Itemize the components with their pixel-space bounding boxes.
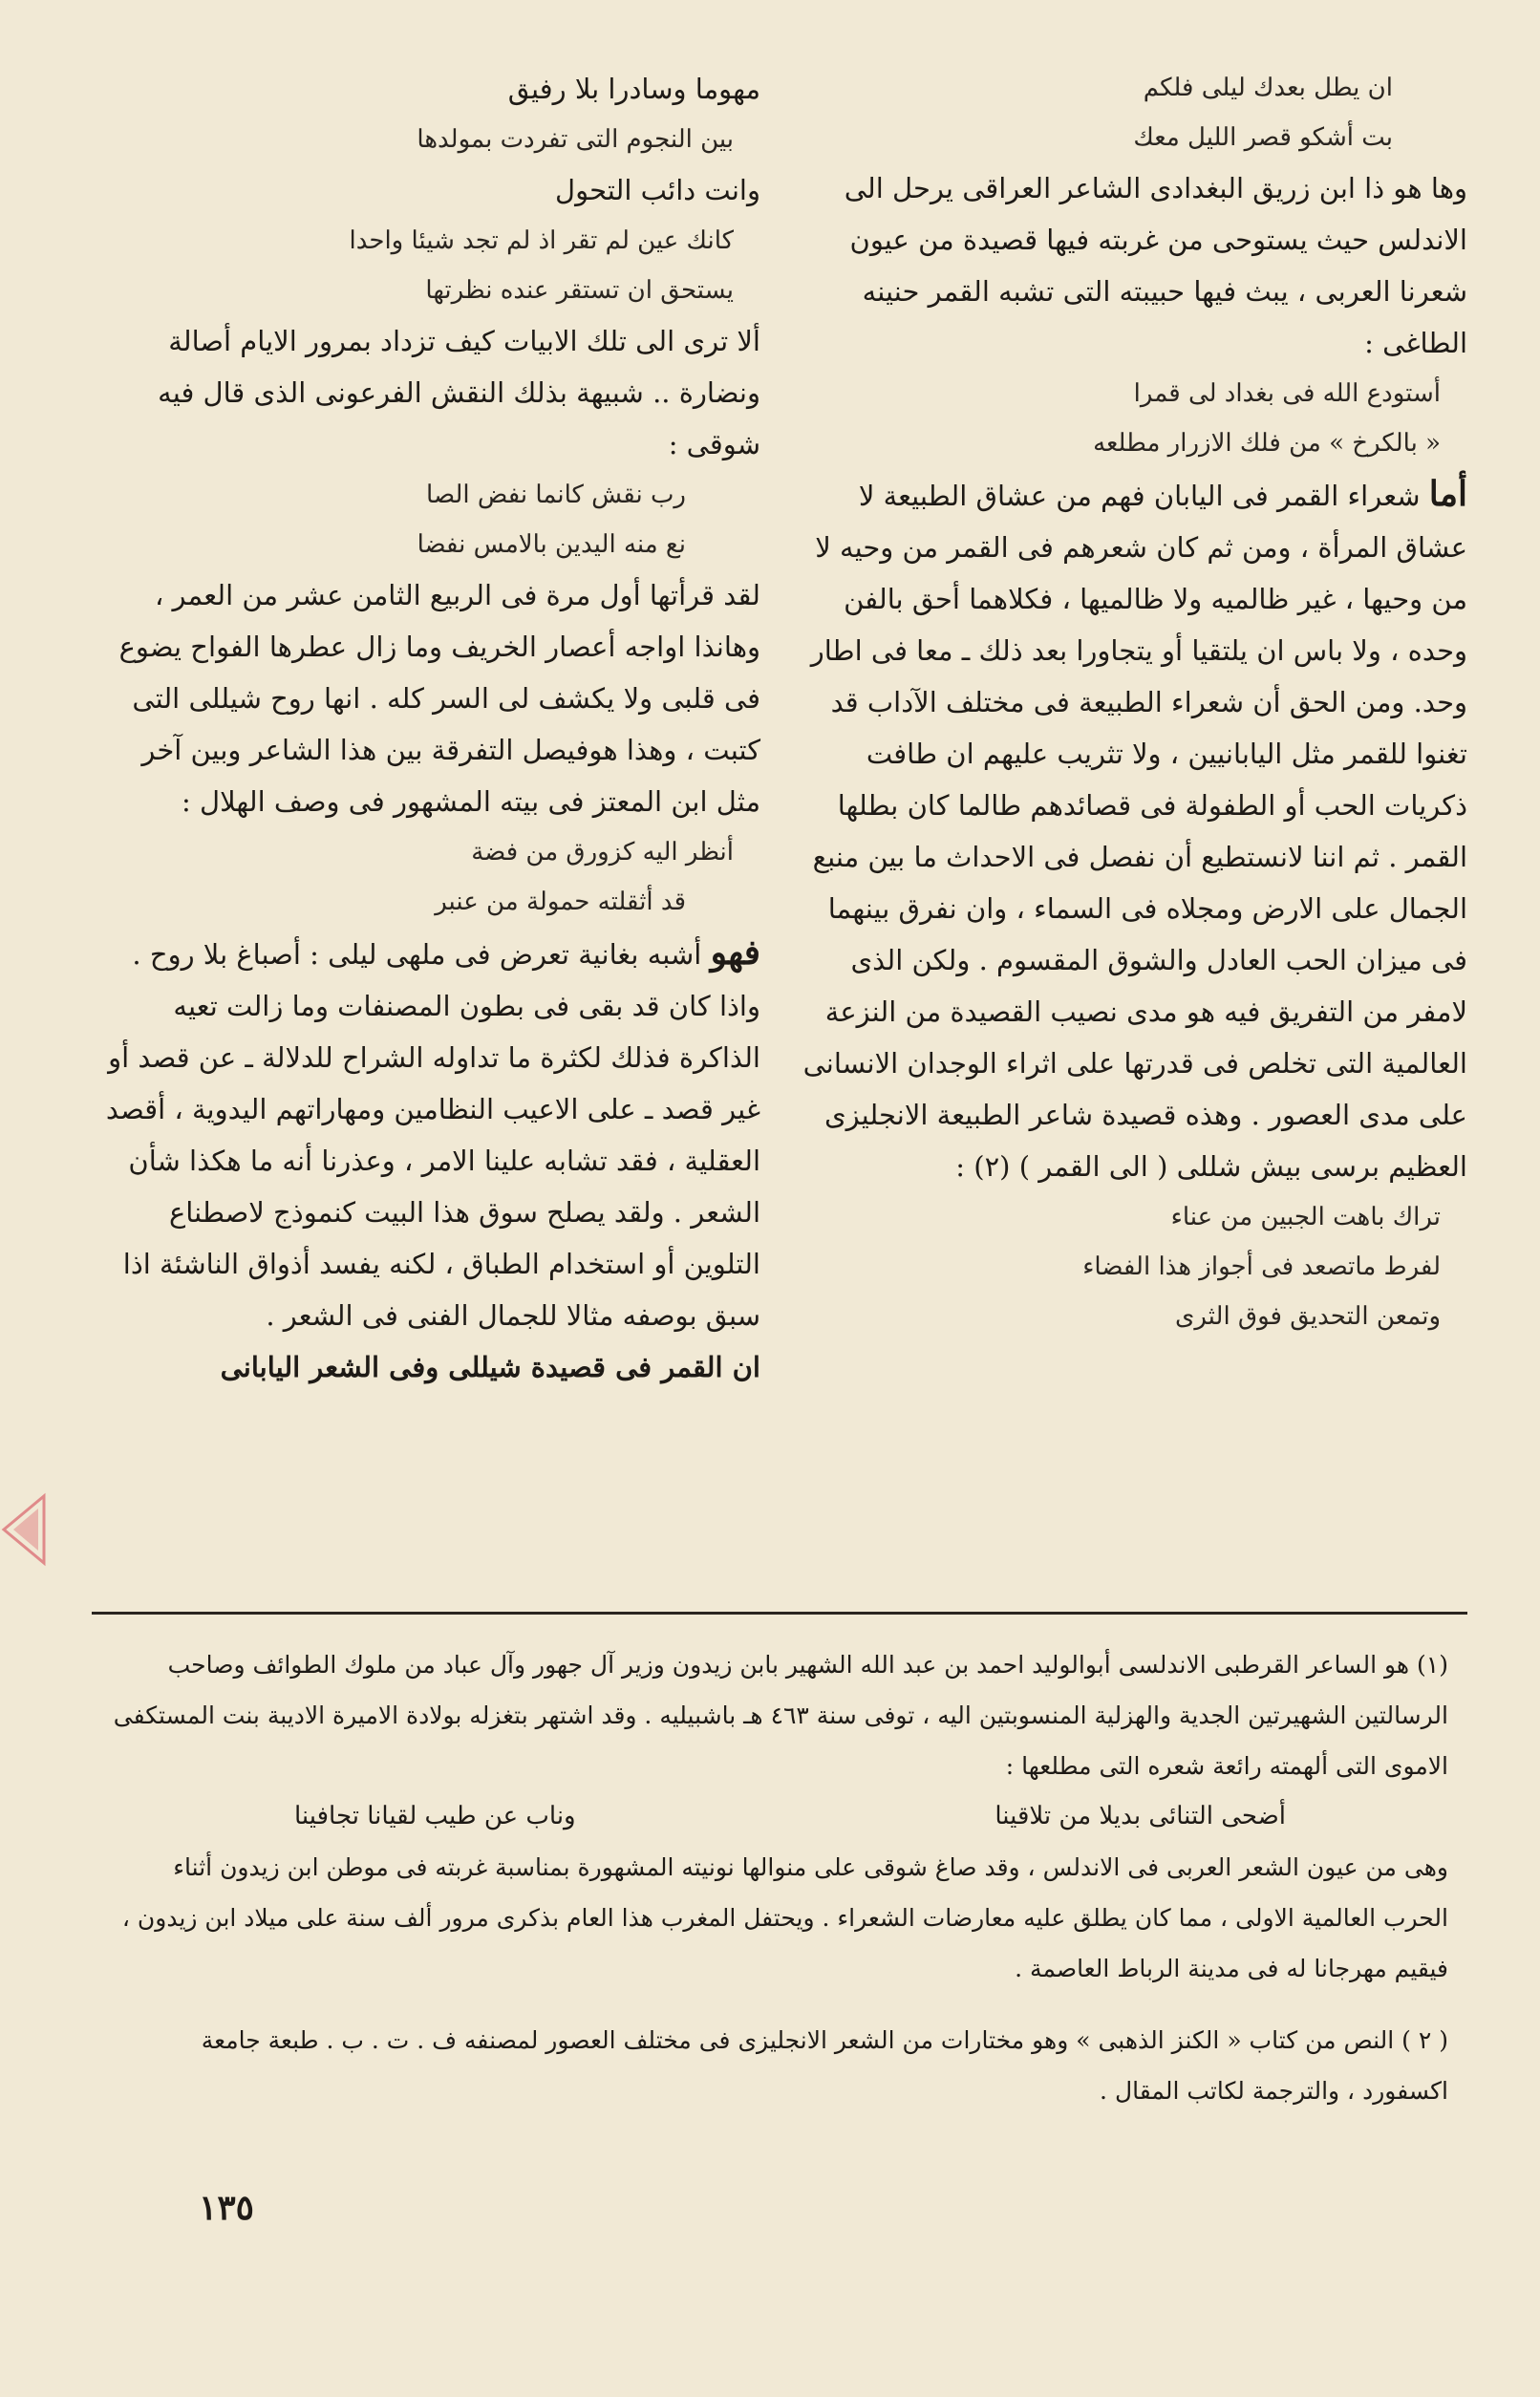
- footnote-1-continued: وهى من عيون الشعر العربى فى الاندلس ، وقد صاغ شوقى على منوالها نونيته المشهورة بمناسبة غربته فى موطن ابن زيدون أثناء الحرب العالمية الاولى ، مما كان يطلق عليه معارضات الشعراء . ويحتفل المغرب هذا العام بذكرى مرور ألف سنة على ميلاد ابن زيدون ، فيقيم مهرجانا له فى مدينة الرباط العاصمة .: [121, 1853, 1448, 1982]
- drop-word: أما: [1428, 474, 1467, 514]
- poem-line: « بالكرخ » من فلك الازرار مطلعه: [1093, 429, 1441, 458]
- paragraph-shelley-spirit: لقد قرأتها أول مرة فى الربيع الثامن عشر من العمر ، وهانذا اواجه أعصار الخريف وما زال عطرها الفواح يضوع فى قلبى ولا يكشف لى السر كله . انها روح شيللى التى كتبت ، وهذا هوفيصل التفرقة بين هذا الشاعر وبين آخر مثل ابن المعتز فى بيته المشهور فى وصف الهلال :: [118, 579, 760, 818]
- poem-line: قد أثقلته حمولة من عنبر: [435, 888, 686, 916]
- poem-line: أستودع الله فى بغداد لى قمرا: [1133, 379, 1441, 408]
- poem-line: يستحق ان تستقر عنده نظرتها: [425, 276, 734, 305]
- couplet-second-hemistich: وناب عن طيب لقيانا تجافينا: [294, 1802, 576, 1830]
- poem-line: ان يطل بعدك ليلى فلكم: [1143, 74, 1393, 102]
- right-column: [799, 63, 1467, 1341]
- footnote-2: ( ٢ ) النص من كتاب « الكنز الذهبى » وهو مختارات من الشعر الانجليزى فى مختلف العصور لمصنفه ف . ت . ب . طبعة جامعة اكسفورد ، والترجمة لكاتب المقال .: [201, 2026, 1448, 2105]
- poem-line: كانك عين لم تقر اذ لم تجد شيئا واحدا: [349, 226, 734, 255]
- paragraph-ibn-zurayq: وها هو ذا ابن زريق البغدادى الشاعر العراقى يرحل الى الاندلس حيث يستوحى من غربته فيها قصيدة من عيون شعرنا العربى ، يبث فيها حبيبته التى تشبه القمر حنينه الطاغى :: [844, 172, 1467, 359]
- poem-line: بين النجوم التى تفردت بمولدها: [417, 125, 734, 154]
- poem-line: لفرط ماتصعد فى أجواز هذا الفضاء: [1082, 1252, 1441, 1281]
- poem-line: نع منه اليدين بالامس نفضا: [417, 530, 686, 559]
- poem-line: مهوما وسادرا بلا رفيق: [507, 73, 760, 105]
- paragraph-continuity: ألا ترى الى تلك الابيات كيف تزداد بمرور الايام أصالة ونضارة .. شبيهة بذلك النقش الفرعونى الذى قال فيه شوقى :: [158, 325, 760, 460]
- footnotes: [113, 1639, 1448, 2116]
- poem-line: أنظر اليه كزورق من فضة: [471, 838, 734, 867]
- poem-line: رب نقش كانما نفض الصا: [426, 481, 686, 509]
- paragraph-critique: [92, 927, 760, 1341]
- couplet-first-hemistich: أضحى التنائى بديلا من تلاقينا: [995, 1802, 1286, 1830]
- footnote-divider: [92, 1612, 1467, 1615]
- poem-line: بت أشكو قصر الليل معك: [1133, 123, 1393, 152]
- margin-ornament-icon: [0, 1492, 50, 1567]
- footnote-1: (١) هو الساعر القرطبى الاندلسى أبوالوليد احمد بن عبد الله الشهير بابن زيدون وزير آل جهور وآل عباد من ملوك الطوائف وصاحب الرسالتين الشهيرتين الجدية والهزلية المنسوبتين اليه ، توفى سنة ٤٦٣ هـ باشبيليه . وقد اشتهر بتغزله بولادة الاميرة الاديبة بنت المستكفى الاموى التى ألهمته رائعة شعره التى مطلعها :: [113, 1651, 1448, 1780]
- poem-line: وتمعن التحديق فوق الثرى: [1174, 1302, 1441, 1331]
- page-number: ١٣٥: [199, 2188, 255, 2228]
- paragraph-text: أشبه بغانية تعرض فى ملهى ليلى : أصباغ بلا روح . واذا كان قد بقى فى بطون المصنفات وما زالت تعيه الذاكرة فذلك لكثرة ما تداوله الشراح للدلالة ـ عن قصد أو غير قصد ـ على الاعيب النظامين ومهاراتهم اليدوية ، أقصد العقلية ، فقد تشابه علينا الامر ، وعذرنا أنه ما هكذا شأن الشعر . ولقد يصلح سوق هذا البيت كنموذج لاصطناع التلوين أو استخدام الطباق ، لكنه يفسد أذواق الناشئة اذا سبق بوصفه مثالا للجمال الفنى فى الشعر .: [105, 938, 760, 1332]
- poem-line: وانت دائب التحول: [555, 174, 760, 206]
- paragraph-text: شعراء القمر فى اليابان فهم من عشاق الطبيعة لا عشاق المرأة ، ومن ثم كان شعرهم فى القمر من وحيه لا من وحيها ، غير ظالميه ولا ظالميها ، فكلاهما أحق بالفن وحده ، ولا باس ان يلتقيا أو يتجاورا بعد ذلك ـ معا فى اطار وحد. ومن الحق أن شعراء الطبيعة فى مختلف الآداب قد تغنوا للقمر مثل اليابانيين ، ولا تثريب عليهم ان طافت ذكريات الحب أو الطفولة فى قصائدهم طالما كان بطلها القمر . ثم اننا لانستطيع أن نفصل فى الاحداث ما بين منبع الجمال على الارض ومجلاه فى السماء ، وان نفرق بينهما فى ميزان الحب العادل والشوق المقسوم . ولكن الذى لامفر من التفريق فيه هو مدى نصيب القصيدة من النزعة العالمية التى تخلص فى قدرتها على اثراء الوجدان الانسانى على مدى العصور . وهذه قصيدة شاعر الطبيعة الانجليزى العظيم برسى بيش شللى ( الى القمر ) (٢) :: [802, 480, 1467, 1183]
- left-column: [92, 63, 760, 1393]
- poem-line: تراك باهت الجبين من عناء: [1170, 1203, 1441, 1231]
- footnote-couplet: [113, 1791, 1448, 1842]
- paragraph-closing: ان القمر فى قصيدة شيللى وفى الشعر اليابانى: [220, 1351, 760, 1383]
- drop-word: فهو: [710, 932, 760, 973]
- paragraph-japanese-poets: [799, 468, 1467, 1192]
